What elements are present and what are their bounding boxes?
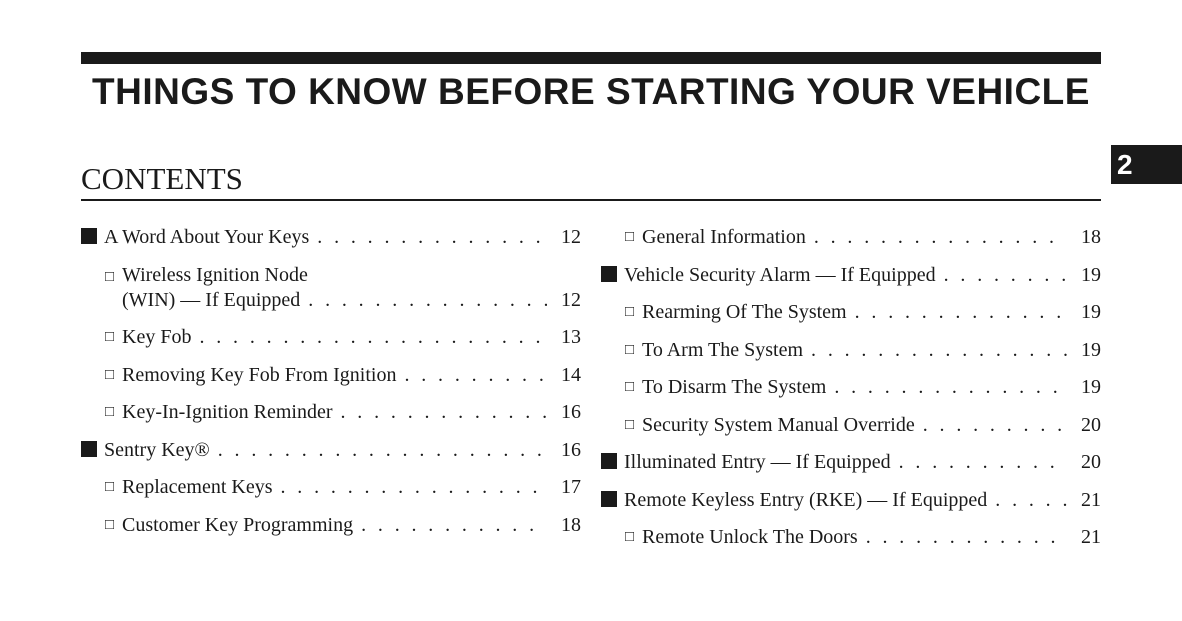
dot-leader [923,413,1067,438]
toc-entry-title: Vehicle Security Alarm — If Equipped [624,263,936,286]
toc-entry-title-line1: Wireless Ignition Node [122,263,308,286]
toc-entry-title: A Word About Your Keys [104,226,310,248]
dot-leader [317,225,547,250]
toc-entry-page: 19 [1081,263,1101,286]
toc-entry-page: 18 [1081,226,1101,248]
top-rule [81,52,1101,64]
toc-entry-title: Remote Unlock The Doors [642,526,858,548]
toc-entry[interactable] [601,225,1101,250]
dot-leader [866,525,1067,550]
filled-square-bullet-icon [601,488,624,513]
dot-leader [834,375,1067,400]
toc-entry-title: Key-In-Ignition Reminder [122,401,333,423]
toc-entry-title: Security System Manual Override [642,413,915,436]
hollow-square-bullet-icon: □ [625,229,635,245]
dot-leader [361,513,547,538]
toc-entry-page: 12 [561,226,581,248]
toc-entry[interactable] [81,400,581,425]
hollow-square-bullet-icon: □ [105,516,115,533]
hollow-square-bullet-icon: □ [105,404,115,420]
toc-entry[interactable] [601,488,1101,513]
toc-entry-page: 20 [1081,413,1101,436]
contents-rule [81,199,1101,201]
toc-entry[interactable] [601,300,1101,325]
toc-entry-page: 12 [561,288,581,311]
toc-entry-page: 21 [1081,488,1101,511]
toc-entry[interactable] [601,450,1101,475]
toc-entry-title: Replacement Keys [122,476,273,498]
hollow-square-bullet-icon: □ [105,479,115,495]
toc-entry-page: 16 [561,401,581,423]
toc-entry-title: Rearming Of The System [642,301,847,323]
toc-right-column [601,225,1101,563]
dot-leader [995,488,1067,513]
toc-entry-page: 21 [1081,526,1101,548]
toc-entry[interactable] [81,325,581,350]
toc-entry-title: Sentry Key® [104,438,210,461]
filled-square-bullet-icon [81,438,104,463]
hollow-square-bullet-icon: □ [625,304,635,320]
dot-leader [811,338,1067,363]
toc-entry[interactable] [81,513,581,538]
toc-entry-page: 19 [1081,376,1101,398]
contents-heading: CONTENTS [81,161,243,196]
dot-leader [281,475,548,500]
dot-leader [341,400,548,425]
toc-entry[interactable] [81,225,581,250]
toc-entry-title: Removing Key Fob From Ignition [122,363,397,386]
toc-entry[interactable] [601,525,1101,550]
toc-entry[interactable] [601,338,1101,363]
toc-entry[interactable] [81,438,581,463]
toc-entry[interactable] [81,363,581,388]
dot-leader [899,450,1067,475]
toc-entry-title: To Arm The System [642,338,804,361]
toc-entry-page: 13 [561,326,581,348]
toc-entry-title: To Disarm The System [642,376,827,398]
dot-leader [308,288,547,313]
toc-entry[interactable] [601,375,1101,400]
dot-leader [218,438,547,463]
hollow-square-bullet-icon: □ [625,379,635,395]
hollow-square-bullet-icon: □ [625,341,635,358]
toc-left-column [81,225,581,550]
hollow-square-bullet-icon: □ [105,268,115,285]
toc-entry-page: 19 [1081,338,1101,361]
toc-entry[interactable] [601,413,1101,438]
toc-entry-title: (WIN) — If Equipped [122,288,301,311]
dot-leader [199,325,547,350]
toc-entry-page: 18 [561,513,581,536]
filled-square-bullet-icon [601,450,624,475]
hollow-square-bullet-icon: □ [625,416,635,433]
dot-leader [814,225,1067,250]
toc-entry-page: 17 [561,476,581,498]
toc-entry-page: 20 [1081,451,1101,473]
hollow-square-bullet-icon: □ [105,329,115,345]
toc-entry-title: Key Fob [122,326,192,348]
toc-entry-page: 16 [561,438,581,461]
dot-leader [855,300,1067,325]
hollow-square-bullet-icon: □ [625,529,635,545]
dot-leader [404,363,547,388]
toc-entry-page: 14 [561,363,581,386]
toc-entry-page: 19 [1081,301,1101,323]
toc-entry-title: Illuminated Entry — If Equipped [624,451,891,473]
toc-entry-title: General Information [642,226,806,248]
chapter-title: THINGS TO KNOW BEFORE STARTING YOUR VEHICLE [92,71,1090,112]
chapter-number-tab: 2 [1111,145,1182,184]
toc-entry[interactable] [81,475,581,500]
filled-square-bullet-icon [601,263,624,288]
toc-entry-title: Customer Key Programming [122,513,354,536]
toc-entry[interactable] [601,263,1101,288]
hollow-square-bullet-icon: □ [105,366,115,383]
toc-entry-title: Remote Keyless Entry (RKE) — If Equipped [624,488,988,511]
dot-leader [944,263,1067,288]
filled-square-bullet-icon [81,225,104,250]
toc-entry[interactable] [81,263,581,313]
